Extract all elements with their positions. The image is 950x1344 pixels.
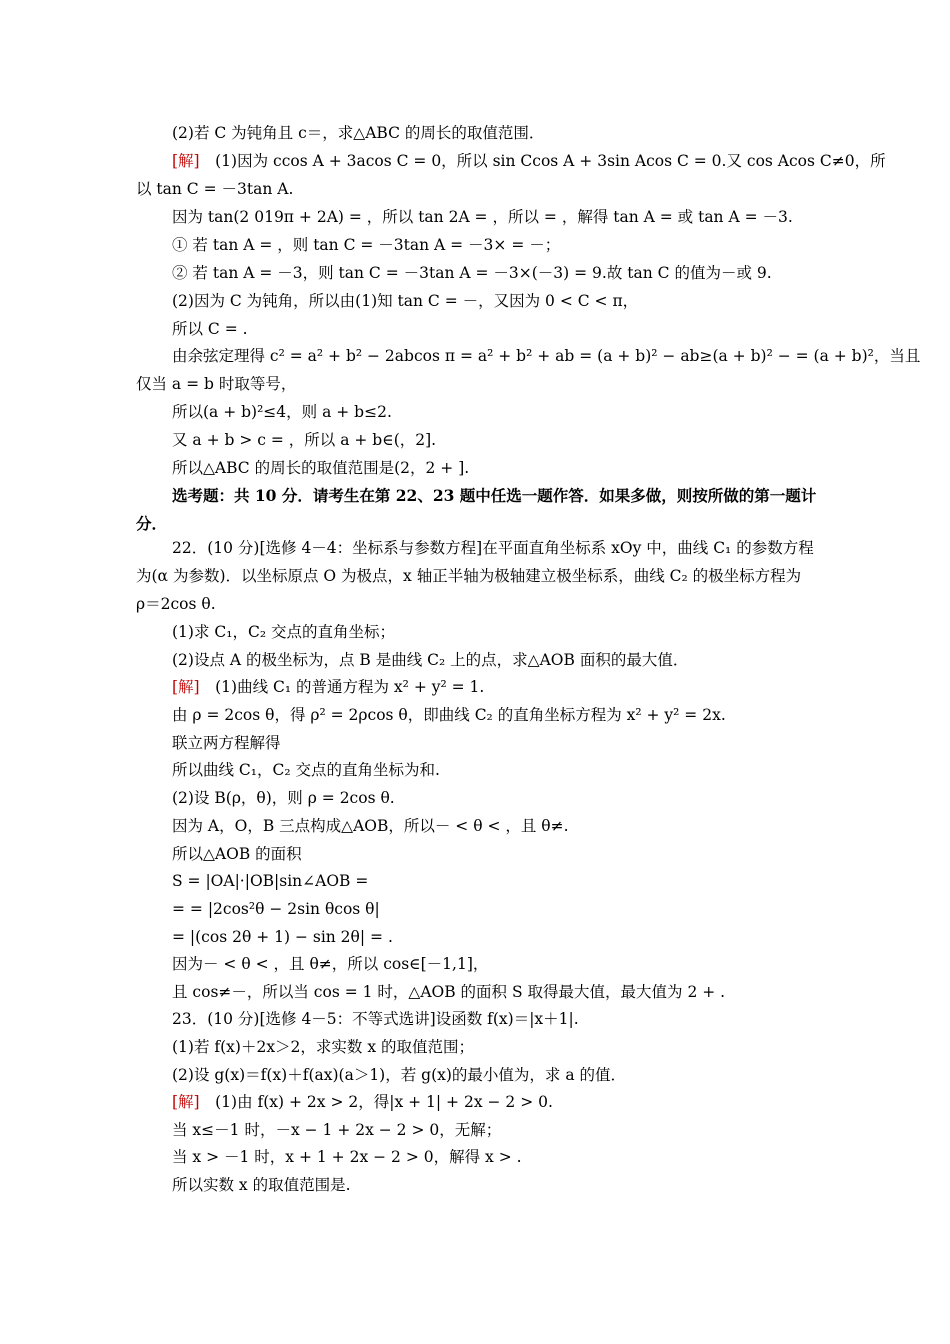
q22-stem: 22．(10 分)[选修 4－4：坐标系与参数方程]在平面直角坐标系 xOy 中，曲线 C₁ 的参数方程 (172, 539, 814, 557)
elective-instructions: 选考题：共 10 分．请考生在第 22、23 题中任选一题作答．如果多做，则按所做的第一题计 (172, 486, 817, 505)
sol21-line: (2)因为 C 为钝角，所以由(1)知 tan C = －，又因为 0 < C < π， (172, 292, 639, 310)
sol22-line: = |(cos 2θ + 1) − sin 2θ| = . (172, 928, 393, 946)
sol22-text: (1)曲线 C₁ 的普通方程为 x² + y² = 1. (215, 678, 485, 696)
sol21-line: 仅当 a = b 时取等号， (136, 375, 297, 393)
sol21-line: 所以△ABC 的周长的取值范围是(2，2 + ]. (172, 459, 470, 477)
q23-part1: (1)若 f(x)＋2x＞2，求实数 x 的取值范围； (172, 1038, 475, 1056)
sol21-line: 由余弦定理得 c² = a² + b² − 2abcos π = a² + b² + ab = (a + b)² − ab≥(a + b)² − = (a + b)²，当且 (172, 347, 921, 365)
sol22-line: 联立两方程解得 (172, 734, 281, 752)
sol21-text: (1)因为 ccos A + 3acos C = 0，所以 sin Ccos A + 3sin Acos C = 0.又 cos Acos C≠0，所 (215, 152, 886, 170)
sol23-line: 所以实数 x 的取值范围是. (172, 1176, 351, 1194)
sol22-line: (2)设 B(ρ，θ)，则 ρ = 2cos θ. (172, 789, 395, 807)
elective-instructions: 分． (136, 514, 168, 533)
sol21-line: 因为 tan(2 019π + 2A) = ，所以 tan 2A = ，所以 = ，解得 tan A = 或 tan A = －3. (172, 208, 793, 226)
sol21-line: 以 tan C = －3tan A. (136, 180, 294, 198)
sol22-line: 由 ρ = 2cos θ，得 ρ² = 2ρcos θ，即曲线 C₂ 的直角坐标方程为 x² + y² = 2x. (172, 706, 726, 724)
q22-part1: (1)求 C₁，C₂ 交点的直角坐标； (172, 623, 395, 641)
solution-tag: [解] (172, 678, 200, 696)
sol21-line (172, 151, 886, 171)
sol22-line (172, 677, 820, 697)
sol22-line: 所以△AOB 的面积 (172, 845, 302, 863)
sol22-line: S = |OA|·|OB|sin∠AOB = (172, 872, 369, 890)
sol23-line (172, 1092, 820, 1112)
sol22-line: = = |2cos²θ − 2sin θcos θ| (172, 900, 380, 918)
sol21-line: 所以(a + b)²≤4，则 a + b≤2. (172, 403, 392, 421)
sol22-line: 因为 A，O，B 三点构成△AOB，所以－ < θ < ，且 θ≠. (172, 817, 569, 835)
sol23-line: 当 x≤－1 时，－x − 1 + 2x − 2 > 0，无解； (172, 1121, 502, 1139)
q23-stem: 23．(10 分)[选修 4－5：不等式选讲]设函数 f(x)＝|x＋1|. (172, 1010, 579, 1028)
sol23-text: (1)由 f(x) + 2x > 2，得|x + 1| + 2x − 2 > 0. (215, 1093, 553, 1111)
q21-part2: (2)若 C 为钝角且 c＝，求△ABC 的周长的取值范围． (172, 124, 545, 142)
sol21-line: ① 若 tan A = ，则 tan C = －3tan A = －3× = －； (172, 236, 561, 254)
solution-tag: [解] (172, 152, 200, 170)
sol23-line: 当 x > －1 时，x + 1 + 2x − 2 > 0，解得 x > . (172, 1148, 522, 1166)
sol21-line: 所以 C = . (172, 320, 248, 338)
sol22-line: 所以曲线 C₁，C₂ 交点的直角坐标为和. (172, 761, 440, 779)
sol22-line: 因为－ < θ < ，且 θ≠，所以 cos∈[－1,1]， (172, 955, 489, 973)
sol22-line: 且 cos≠－，所以当 cos = 1 时，△AOB 的面积 S 取得最大值，最大值为 2 + . (172, 983, 726, 1001)
sol21-line: ② 若 tan A = －3，则 tan C = －3tan A = －3×(－3) = 9.故 tan C 的值为－或 9. (172, 264, 772, 282)
solution-tag: [解] (172, 1093, 200, 1111)
q23-part2: (2)设 g(x)＝f(x)＋f(ax)(a＞1)，若 g(x)的最小值为，求 a 的值． (172, 1066, 627, 1084)
sol21-line: 又 a + b > c = ，所以 a + b∈(，2]. (172, 431, 437, 449)
q22-stem: 为(α 为参数)．以坐标原点 O 为极点，x 轴正半轴为极轴建立极坐标系，曲线 C₂ 的极坐标方程为 (136, 567, 802, 585)
q22-part2: (2)设点 A 的极坐标为，点 B 是曲线 C₂ 上的点，求△AOB 面积的最大值． (172, 651, 689, 669)
q22-stem: ρ＝2cos θ. (136, 595, 216, 613)
